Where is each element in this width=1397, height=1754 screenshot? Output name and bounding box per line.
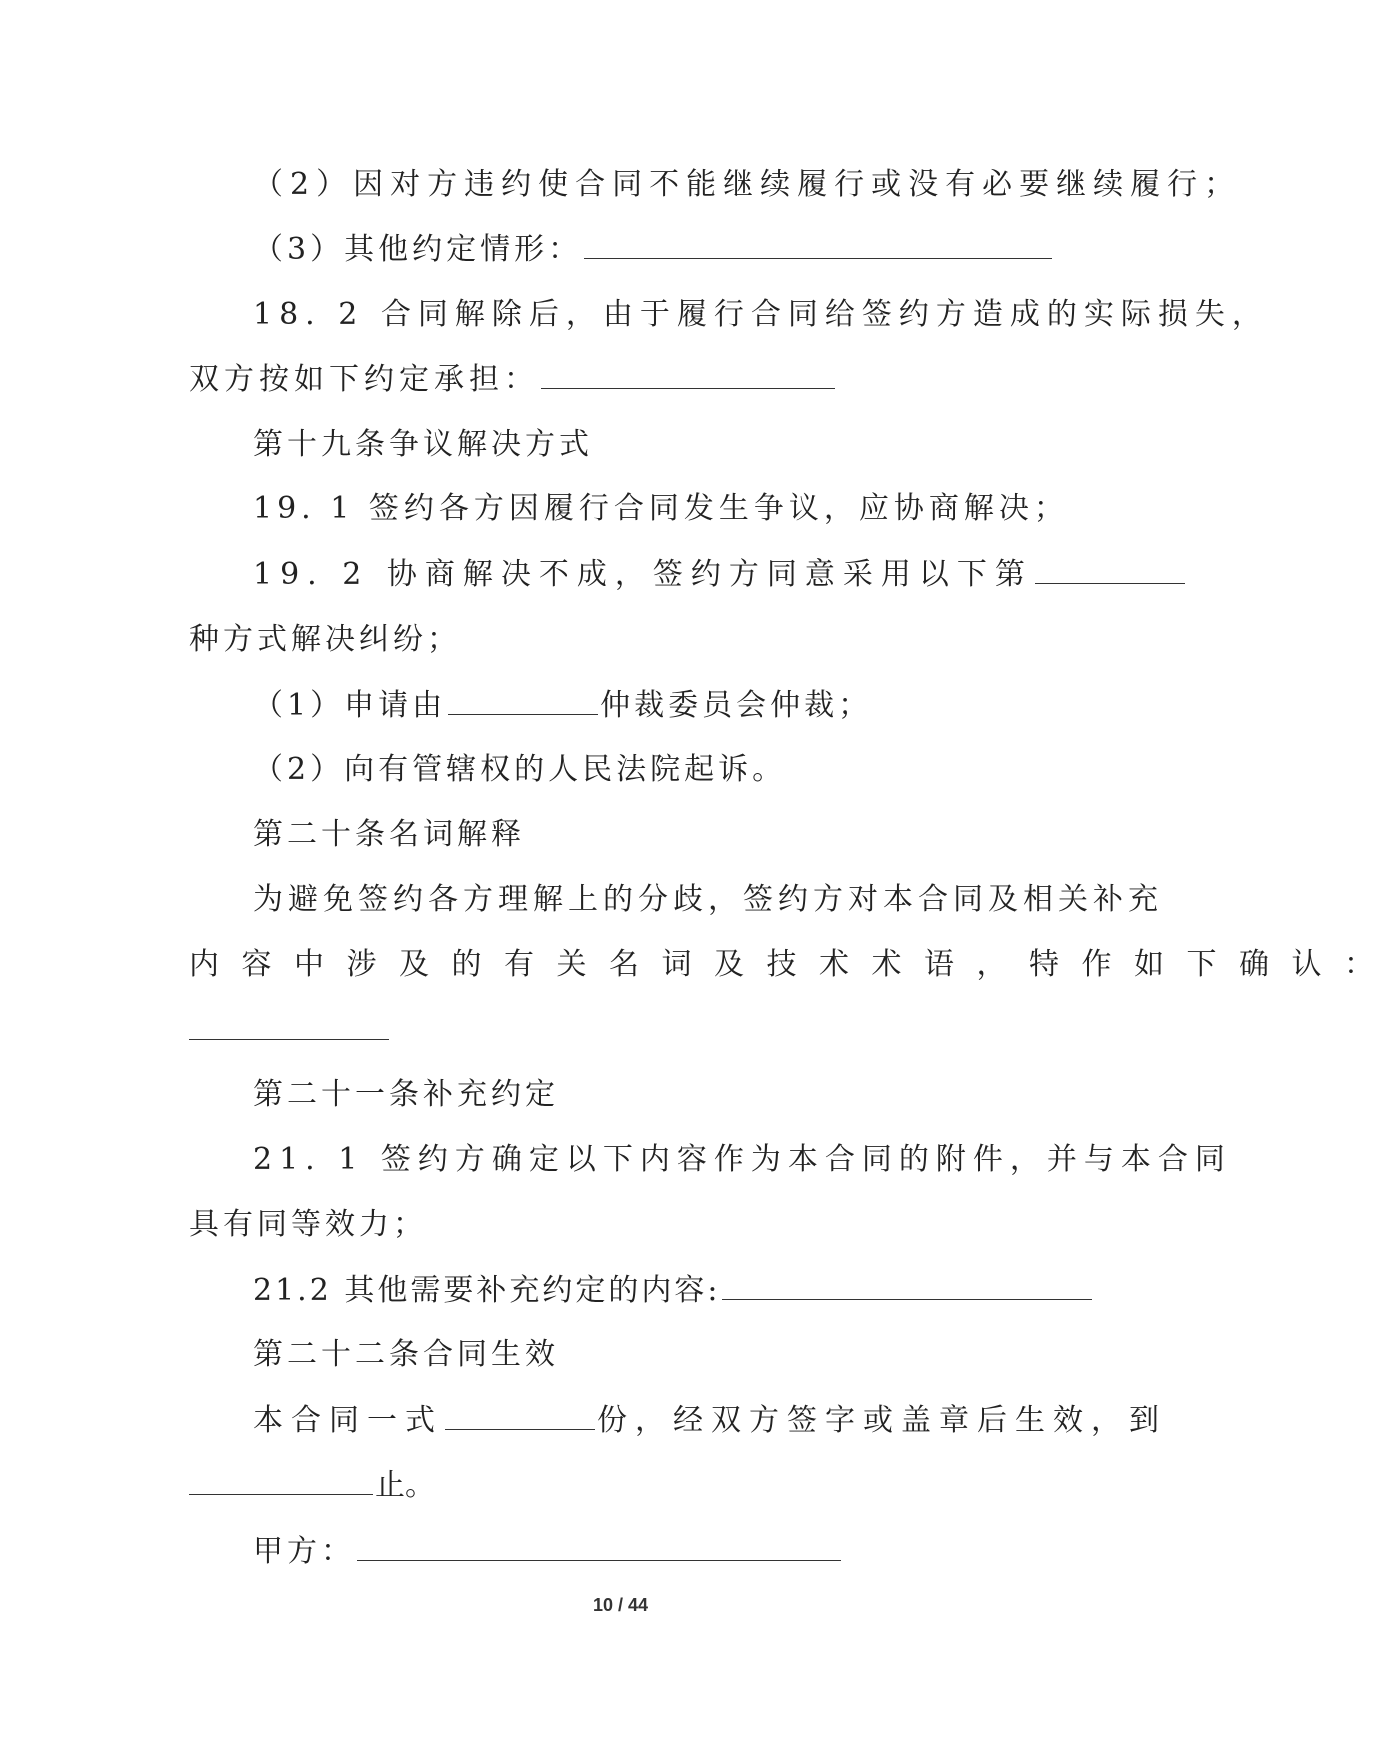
text: （2）向有管辖权的人民法院起诉。 xyxy=(253,752,787,787)
clause-21-1-cont xyxy=(189,1204,427,1246)
party-a-signature-line xyxy=(253,1530,843,1573)
article-20-body xyxy=(253,879,1163,921)
text: 第十九条争议解决方式 xyxy=(253,427,593,462)
text: 21.2 其他需要补充约定的内容: xyxy=(253,1273,721,1308)
fill-blank[interactable] xyxy=(445,1399,595,1430)
clause-19-2-cont xyxy=(189,619,461,661)
fill-blank[interactable] xyxy=(541,358,835,389)
text: 止。 xyxy=(375,1468,435,1503)
text: （3）其他约定情形： xyxy=(253,232,583,267)
fill-blank[interactable] xyxy=(189,1009,389,1040)
article-22-body xyxy=(253,1399,1167,1442)
page-number: 10 / 44 xyxy=(592,1595,649,1615)
clause-19-2 xyxy=(253,553,1187,596)
article-22-heading xyxy=(253,1334,559,1376)
article-20-heading xyxy=(253,814,525,856)
text: 甲方： xyxy=(253,1534,355,1569)
article-20-body-cont xyxy=(189,944,1397,986)
fill-blank[interactable] xyxy=(448,684,598,715)
clause-21-1 xyxy=(253,1139,1232,1181)
text: 具有同等效力； xyxy=(189,1207,427,1242)
text: （2）因对方违约使合同不能继续履行或没有必要继续履行； xyxy=(253,167,1242,202)
text: 份，经双方签字或盖章后生效，到 xyxy=(597,1403,1167,1438)
clause-18-1-item-2 xyxy=(253,164,1241,206)
article-19-heading xyxy=(253,424,593,466)
fill-blank[interactable] xyxy=(584,228,1052,259)
fill-blank[interactable] xyxy=(722,1269,1092,1300)
text: 18. 2 合同解除后，由于履行合同给签约方造成的实际损失， xyxy=(253,297,1269,332)
text: 19. 2 协商解决不成，签约方同意采用以下第 xyxy=(253,557,1033,592)
clause-21-2 xyxy=(253,1269,1094,1312)
clause-18-2-cont xyxy=(189,358,837,401)
text: 本合同一式 xyxy=(253,1403,443,1438)
text: 第二十二条合同生效 xyxy=(253,1337,559,1372)
fill-blank[interactable] xyxy=(189,1464,373,1495)
clause-18-1-item-3 xyxy=(253,228,1054,271)
clause-19-1 xyxy=(253,488,1069,530)
text: 为避免签约各方理解上的分歧，签约方对本合同及相关补充 xyxy=(253,882,1163,917)
text: 21. 1 签约方确定以下内容作为本合同的附件，并与本合同 xyxy=(253,1142,1232,1177)
text: 19. 1 签约各方因履行合同发生争议，应协商解决； xyxy=(253,491,1069,526)
article-20-blank-line xyxy=(189,1009,391,1052)
text: 双方按如下约定承担： xyxy=(189,362,539,397)
text: 第二十条名词解释 xyxy=(253,817,525,852)
article-22-body-cont xyxy=(189,1464,435,1507)
clause-18-2 xyxy=(253,294,1269,336)
text: 仲裁委员会仲裁； xyxy=(600,688,873,723)
clause-19-2-item-2 xyxy=(253,749,786,791)
article-21-heading xyxy=(253,1074,559,1116)
text: 第二十一条补充约定 xyxy=(253,1077,559,1112)
clause-19-2-item-1 xyxy=(253,684,872,727)
text: 内容中涉及的有关名词及技术术语，特作如下确认： xyxy=(189,947,1397,982)
fill-blank[interactable] xyxy=(357,1530,841,1561)
fill-blank[interactable] xyxy=(1035,553,1185,584)
text: 种方式解决纠纷； xyxy=(189,622,461,657)
text: （1）申请由 xyxy=(253,688,447,723)
